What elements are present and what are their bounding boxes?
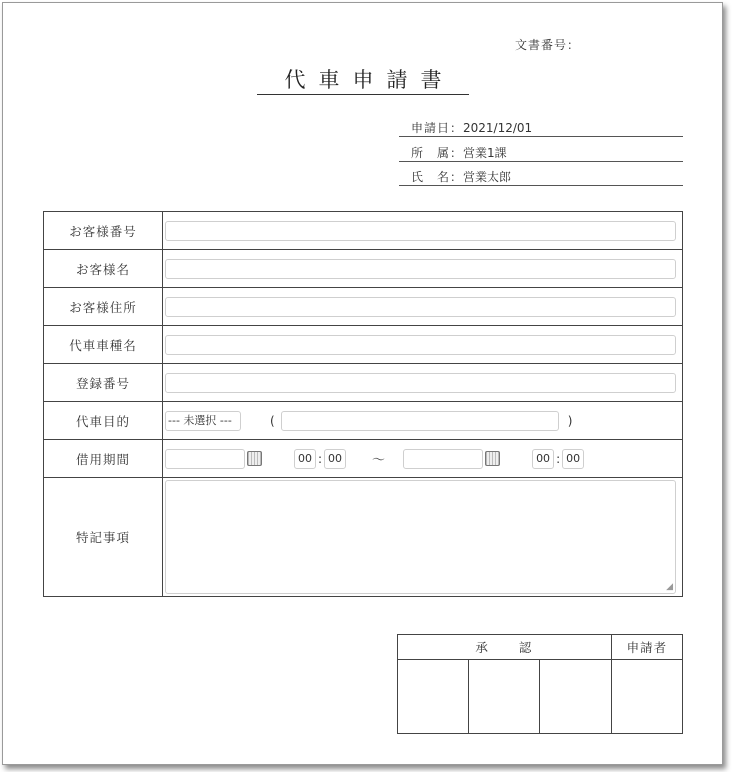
loan-period-row (44, 440, 683, 478)
start-hour-input[interactable]: 00 (294, 449, 316, 469)
approval-stamp-cell-3 (540, 660, 611, 734)
loan-period-label: 借用期間 (44, 440, 163, 478)
purpose-detail-input[interactable] (281, 411, 559, 431)
customer-name-label: お客様名 (44, 250, 163, 288)
applicant-stamp-cell (611, 660, 682, 734)
application-form-table (43, 211, 683, 597)
resize-grip-icon[interactable]: ◢ (666, 582, 673, 592)
customer-address-label: お客様住所 (44, 288, 163, 326)
customer-name-input[interactable] (165, 259, 676, 279)
customer-number-row (44, 212, 683, 250)
end-time-separator: : (556, 451, 561, 466)
car-model-row (44, 326, 683, 364)
purpose-close-paren: ) (567, 413, 573, 428)
applicant-name-value: 営業太郎 (463, 170, 512, 184)
approval-stamp-cell-2 (469, 660, 540, 734)
purpose-select[interactable]: --- 未選択 --- (165, 411, 241, 431)
customer-name-row (44, 250, 683, 288)
approval-table (397, 634, 683, 734)
customer-address-input[interactable] (165, 297, 676, 317)
applicant-name-label: 氏 名： (411, 170, 464, 184)
start-time-separator: : (318, 451, 323, 466)
end-minute-input[interactable]: 00 (562, 449, 584, 469)
applicant-name-row (399, 168, 683, 186)
approval-stamp-cell-1 (398, 660, 469, 734)
application-date-value: 2021/12/01 (463, 121, 533, 135)
purpose-open-paren: ( (270, 413, 275, 428)
application-date-label: 申請日： (411, 121, 464, 135)
document-sheet (2, 2, 723, 765)
car-model-input[interactable] (165, 335, 676, 355)
customer-number-input[interactable] (165, 221, 676, 241)
end-calendar-icon[interactable] (485, 451, 500, 466)
registration-number-input[interactable] (165, 373, 676, 393)
notes-row (44, 478, 683, 597)
registration-number-label: 登録番号 (44, 364, 163, 402)
start-date-input[interactable] (165, 449, 245, 469)
car-model-label: 代車車種名 (44, 326, 163, 364)
range-separator: 〜 (372, 453, 386, 468)
registration-number-row (44, 364, 683, 402)
end-date-input[interactable] (403, 449, 483, 469)
customer-number-label: お客様番号 (44, 212, 163, 250)
department-label: 所 属： (411, 146, 464, 160)
approval-header: 承 認 (398, 635, 612, 660)
purpose-label: 代車目的 (44, 402, 163, 440)
start-minute-input[interactable]: 00 (324, 449, 346, 469)
department-value: 営業1課 (463, 146, 507, 160)
application-date-row (399, 119, 683, 137)
purpose-row (44, 402, 683, 440)
notes-label: 特記事項 (44, 478, 163, 597)
applicant-header: 申請者 (611, 635, 682, 660)
start-calendar-icon[interactable] (247, 451, 262, 466)
customer-address-row (44, 288, 683, 326)
end-hour-input[interactable]: 00 (532, 449, 554, 469)
department-row (399, 144, 683, 162)
document-title: 代車申請書 (257, 66, 469, 95)
document-number-label: 文書番号： (515, 38, 581, 52)
notes-textarea[interactable] (165, 480, 676, 594)
